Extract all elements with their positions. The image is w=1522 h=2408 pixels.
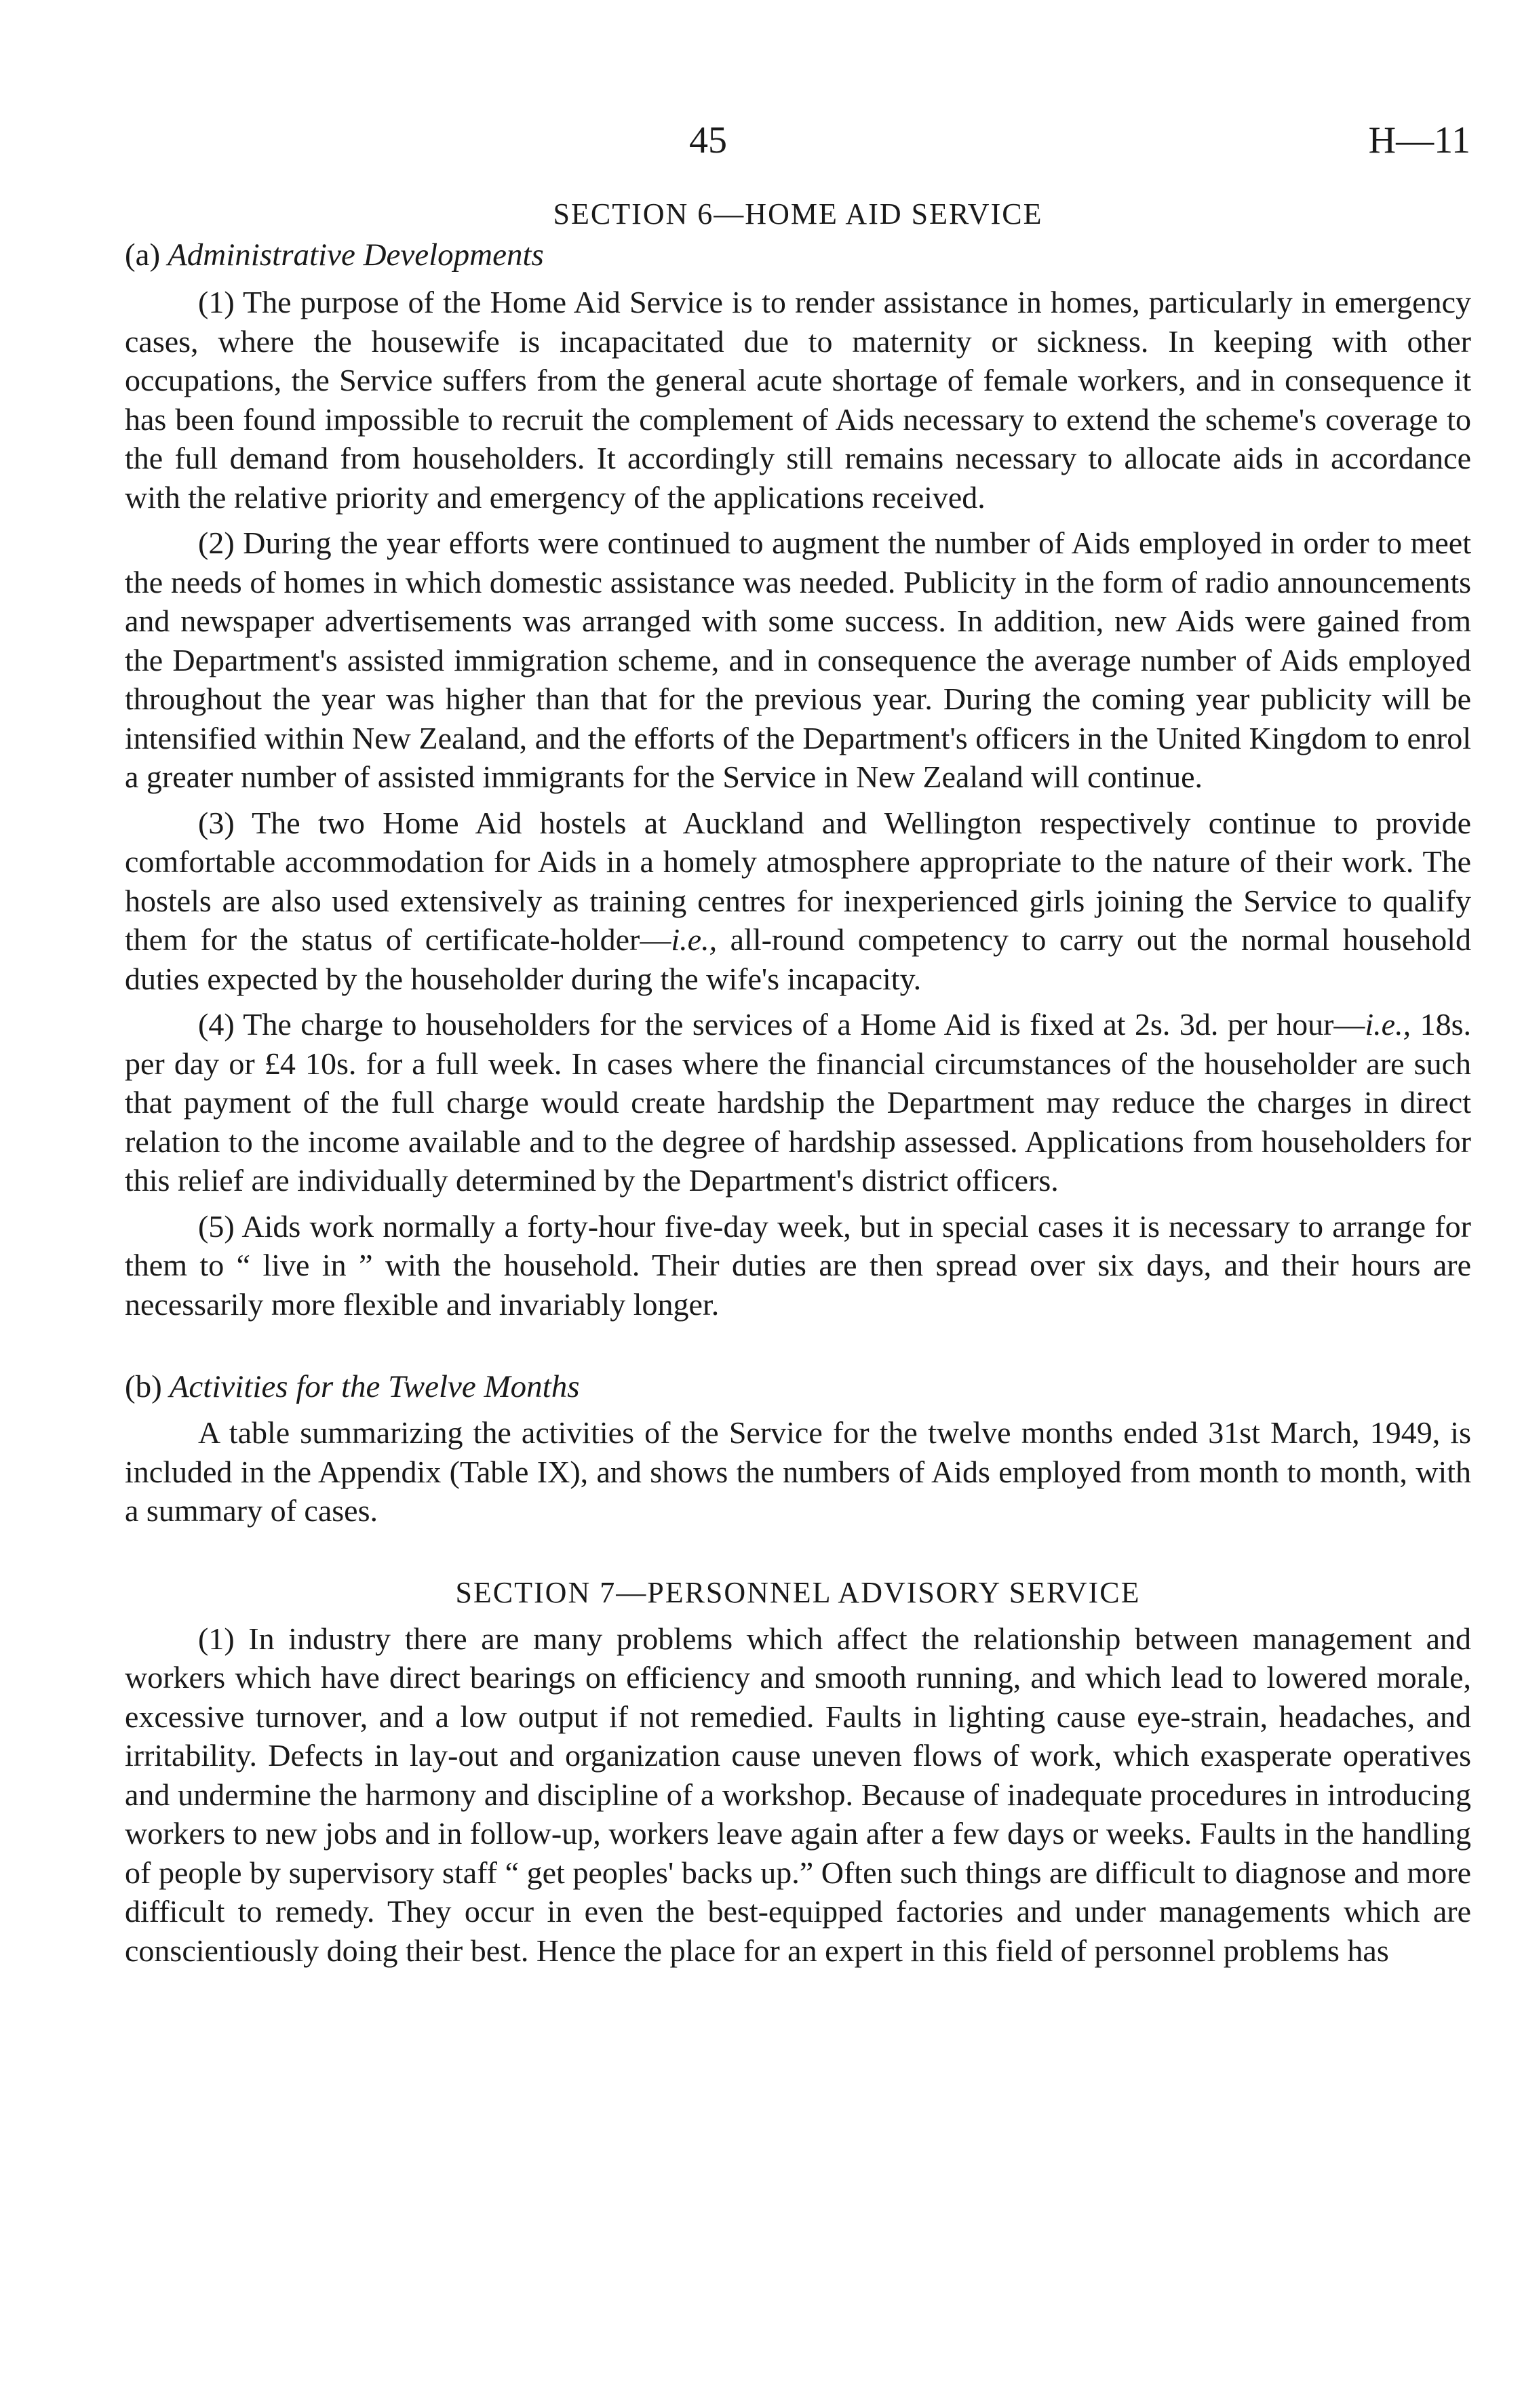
paragraph-4-text-b: 18s. per day or £4 10s. for a full week. In cases where the financial circumstances of the householder are such that payment of the full charge would create hardship the Department may reduce the charges in direct relation to the income available and to the degree of hardship assessed. Applications from householders for this relief are individually determined by the Department's district officers. xyxy=(125,1007,1472,1198)
subsection-a-title: Administrative Developments xyxy=(168,237,544,273)
subsection-b-title: Activities for the Twelve Months xyxy=(169,1369,580,1404)
document-reference: H—11 xyxy=(1368,119,1470,161)
paragraph-3-ie: i.e., xyxy=(671,922,718,957)
section-6-paragraph-5: (5) Aids work normally a forty-hour five-day week, but in special cases it is necessary to arrange for them to “ live in ” with the household. Their duties are then spread over six days, and their hours are necessarily more flexible and invariably longer. xyxy=(125,1208,1471,1322)
paragraph-3-text-b: all-round competency to carry out the normal household duties expected by the householder during the wife's incapacity. xyxy=(125,922,1471,996)
section-6-paragraph-3 xyxy=(125,804,1471,999)
section-6-paragraph-4 xyxy=(125,1005,1471,1200)
section-7-heading: SECTION 7—PERSONNEL ADVISORY SERVICE xyxy=(455,1575,1141,1609)
subsection-b-heading xyxy=(125,1367,1471,1406)
subsection-a-heading xyxy=(125,235,1471,275)
section-6-paragraph-1: (1) The purpose of the Home Aid Service is to render assistance in homes, particularly in emergency cases, where the housewife is incapacitated due to maternity or sickness. In keeping with other occupations, the Service suffers from the general acute shortage of female workers, and in consequence it has been found impossible to recruit the complement of Aids necessary to extend the scheme's coverage to the full demand from householders. It accordingly still remains necessary to allocate aids in accordance with the relative priority and emergency of the applications received. xyxy=(125,285,1471,515)
paragraph-3-text-a: (3) The two Home Aid hostels at Auckland and Wellington respectively continue to provide comfortable accommodation for Aids in a homely atmosphere appropriate to the nature of their work. The hostels are also used extensively as training centres for inexperienced girls joining the Service to qualify them for the status of certificate-holder— xyxy=(125,805,1471,957)
page-number: 45 xyxy=(689,119,727,161)
paragraph-4-text-a: (4) The charge to householders for the services of a Home Aid is fixed at 2s. 3d. per hour— xyxy=(198,1007,1365,1042)
section-6-heading: SECTION 6—HOME AID SERVICE xyxy=(553,197,1043,231)
subsection-a-number: (a) xyxy=(125,237,161,273)
subsection-b-number: (b) xyxy=(125,1369,162,1404)
subsection-b-paragraph: A table summarizing the activities of the Service for the twelve months ended 31st March, 1949, is included in the Appendix (Table IX), and shows the numbers of Aids employed from month to month, with a summary of cases. xyxy=(125,1415,1471,1528)
paragraph-4-ie: i.e., xyxy=(1365,1007,1411,1042)
section-6-paragraph-2: (2) During the year efforts were continued to augment the number of Aids employed in order to meet the needs of homes in which domestic assistance was needed. Publicity in the form of radio announcements and newspaper advertisements was arranged with some success. In addition, new Aids were gained from the Department's assisted immigration scheme, and in consequence the average number of Aids employed throughout the year was higher than that for the previous year. During the coming year publicity will be intensified within New Zealand, and the efforts of the Department's officers in the United Kingdom to enrol a greater number of assisted immigrants for the Service in New Zealand will continue. xyxy=(125,526,1471,794)
section-7-paragraph-1: (1) In industry there are many problems which affect the relationship between management and workers which have direct bearings on efficiency and smooth running, and which lead to lowered morale, excessive turnover, and a low output if not remedied. Faults in lighting cause eye-strain, headaches, and irritability. Defects in lay-out and organization cause uneven flows of work, which exasperate operatives and undermine the harmony and discipline of a workshop. Because of inadequate procedures in introducing workers to new jobs and in follow-up, workers leave again after a few days or weeks. Faults in the handling of people by supervisory staff “ get peoples' backs up.” Often such things are difficult to diagnose and more difficult to remedy. They occur in even the best-equipped factories and under managements which are conscientiously doing their best. Hence the place for an expert in this field of personnel problems has xyxy=(125,1621,1471,1968)
page-content xyxy=(125,197,1471,1970)
